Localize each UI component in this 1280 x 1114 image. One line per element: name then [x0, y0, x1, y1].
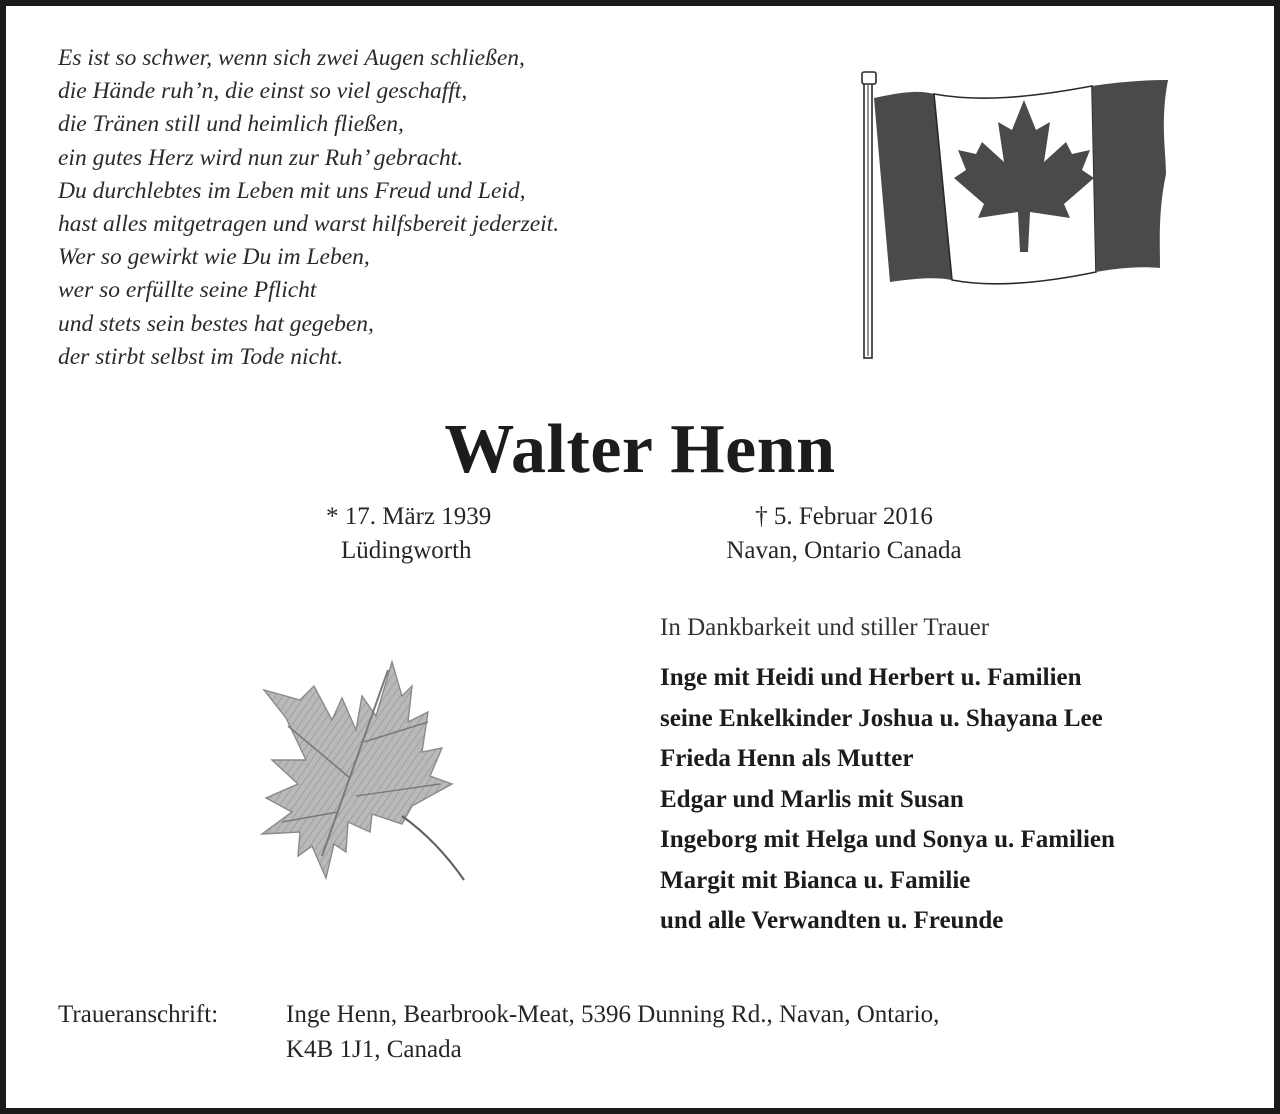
address-line-1: Inge Henn, Bearbrook-Meat, 5396 Dunning Rd., Navan, Ontario,	[286, 1001, 940, 1028]
mourner-entry: und alle Verwandten u. Freunde	[660, 907, 1004, 934]
poem-line: hast alles mitgetragen und warst hilfsbereit jederzeit.	[58, 211, 560, 238]
mourner-entry: seine Enkelkinder Joshua u. Shayana Lee	[660, 704, 1103, 732]
address-line-2: K4B 1J1, Canada	[286, 1036, 462, 1063]
mourners-list	[660, 658, 1115, 942]
birth-place: Lüdingworth	[341, 537, 472, 564]
birth-date: * 17. März 1939	[326, 503, 492, 530]
mourner-entry: Margit mit Bianca u. Familie	[660, 866, 971, 894]
death-info	[688, 500, 1000, 568]
mourner-entry: Inge mit Heidi und Herbert u. Familien	[660, 664, 1082, 691]
deceased-name: Walter Henn	[444, 411, 836, 488]
death-place: Navan, Ontario Canada	[726, 537, 962, 564]
poem-line: Du durchlebtes im Leben mit uns Freud und Leid,	[58, 177, 526, 204]
mourning-intro: In Dankbarkeit und stiller Trauer	[660, 614, 990, 641]
mourner-entry: Frieda Henn als Mutter	[660, 745, 914, 772]
maple-leaf-icon	[252, 656, 472, 888]
mourner-entry: Ingeborg mit Helga und Sonya u. Familien	[660, 826, 1115, 853]
poem-line: die Tränen still und heimlich fließen,	[58, 111, 404, 138]
poem-line: und stets sein bestes hat gegeben,	[58, 310, 374, 337]
mourner-entry: Edgar und Marlis mit Susan	[660, 785, 964, 813]
death-date: † 5. Februar 2016	[755, 503, 933, 530]
poem-line: der stirbt selbst im Tode nicht.	[58, 343, 344, 370]
canadian-flag-icon	[848, 62, 1178, 362]
poem-line: die Hände ruh’n, die einst so viel geschafft,	[58, 78, 468, 105]
poem	[58, 42, 818, 374]
poem-line: Es ist so schwer, wenn sich zwei Augen schließen,	[58, 45, 525, 71]
poem-line: wer so erfüllte seine Pflicht	[58, 277, 317, 304]
birth-info	[326, 500, 491, 568]
address-label: Traueranschrift:	[58, 1001, 219, 1028]
poem-line: Wer so gewirkt wie Du im Leben,	[58, 244, 370, 271]
poem-line: ein gutes Herz wird nun zur Ruh’ gebracht.	[58, 144, 464, 171]
